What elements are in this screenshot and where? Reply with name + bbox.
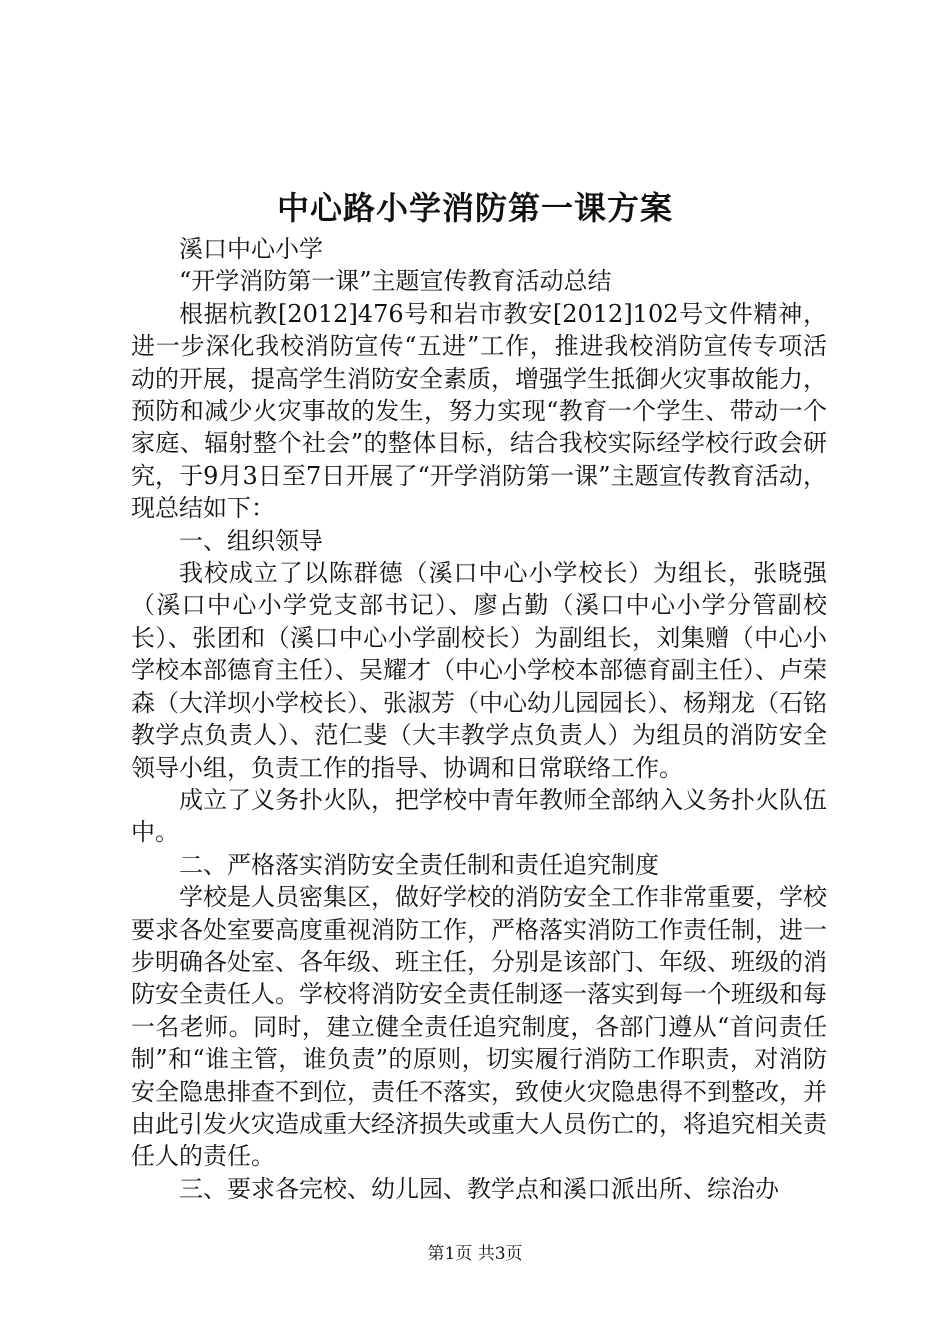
document-body xyxy=(131,233,827,1205)
section-heading-1: 一、组织领导 xyxy=(179,526,323,555)
section-heading-2: 二、严格落实消防安全责任制和责任追究制度 xyxy=(179,850,659,879)
firefighting-team-paragraph: 成立了义务扑火队，把学校中青年教师全部纳入义务扑火队伍中。 xyxy=(131,785,827,847)
page-footer: 第1页 共3页 xyxy=(427,1244,523,1264)
intro-paragraph: 根据杭教[2012]476号和岩市教安[2012]102号文件精神，进一步深化我校消防宣传“五进”工作，推进我校消防宣传专项活动的开展，提高学生消防安全素质，增强学生抵御火灾事故能力，预防和减少火灾事故的发生，努力实现“教育一个学生、带动一个家庭、辐射整个社会”的整体目标，结合我校实际经学校行政会研究，于9月3日至7日开展了“开学消防第一课”主题宣传教育活动，现总结如下： xyxy=(131,299,827,523)
responsibility-paragraph: 学校是人员密集区，做好学校的消防安全工作非常重要，学校要求各处室要高度重视消防工作，严格落实消防工作责任制，进一步明确各处室、各年级、班主任，分别是该部门、年级、班级的消防安全责任人。学校将消防安全责任制逐一落实到每一个班级和每一名老师。同时，建立健全责任追究制度，各部门遵从“首问责任制”和“谁主管，谁负责”的原则，切实履行消防工作职责，对消防安全隐患排查不到位，责任不落实，致使火灾隐患得不到整改，并由此引发火灾造成重大经济损失或重大人员伤亡的，将追究相关责任人的责任。 xyxy=(131,883,827,1171)
section-heading-3: 三、要求各完校、幼儿园、教学点和溪口派出所、综治办 xyxy=(179,1174,779,1203)
subtitle-paragraph: “开学消防第一课”主题宣传教育活动总结 xyxy=(179,267,612,296)
leadership-paragraph: 我校成立了以陈群德（溪口中心小学校长）为组长，张晓强（溪口中心小学党支部书记）、廖占勤（溪口中心小学分管副校长）、张团和（溪口中心小学副校长）为副组长，刘集赠（中心小学校本部德育主任）、吴耀才（中心小学校本部德育副主任）、卢荣森（大洋坝小学校长）、张淑芳（中心幼儿园园长）、杨翔龙（石铭教学点负责人）、范仁斐（大丰教学点负责人）为组员的消防安全领导小组，负责工作的指导、协调和日常联络工作。 xyxy=(131,559,827,782)
document-title: 中心路小学消防第一课方案 xyxy=(276,189,673,227)
school-name-paragraph: 溪口中心小学 xyxy=(179,235,323,263)
